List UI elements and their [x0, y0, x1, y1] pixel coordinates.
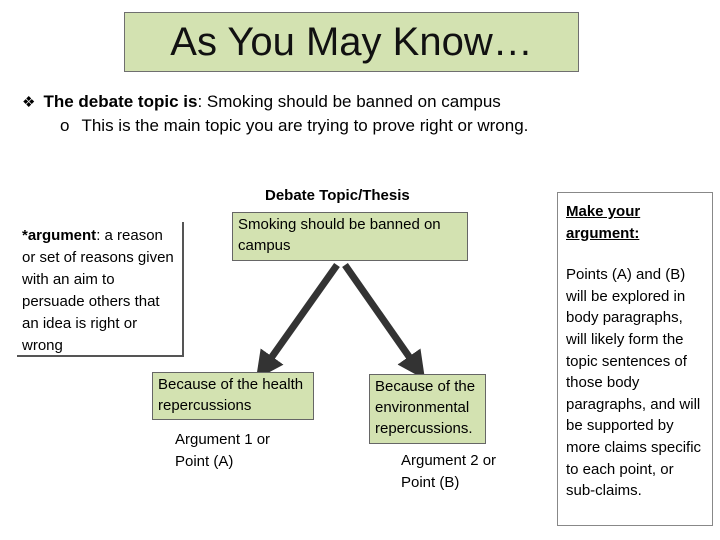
- definition-box: [17, 222, 184, 357]
- diamond-bullet-icon: ❖: [22, 94, 36, 111]
- left-arrow: [264, 265, 337, 368]
- right-arrow: [345, 265, 417, 368]
- right-reason-text: Because of the environmental repercussions.: [375, 378, 476, 437]
- sub-bullet: [60, 116, 528, 136]
- circle-bullet-icon: o: [60, 116, 70, 135]
- main-bullet-text: : Smoking should be banned on campus: [197, 92, 501, 111]
- sidebar-body: Points (A) and (B) will be explored in body paragraphs, will likely form the topic sentences of those body paragraphs, and will be supported by more claims specific to each point, or sub-claims.: [566, 266, 702, 500]
- thesis-text: Smoking should be banned on campus: [238, 216, 441, 254]
- definition-term: *argument: [22, 227, 97, 244]
- sidebar-box: [557, 192, 713, 526]
- main-bullet-bold: The debate topic is: [43, 92, 198, 111]
- definition-text: : a reason or set of reasons given with an aim to persuade others that an idea is right or wrong: [22, 227, 174, 354]
- main-bullet: [22, 92, 501, 112]
- slide-title: [124, 12, 579, 72]
- left-reason-box: [152, 372, 314, 420]
- argument-1: Argument 1 or Point (A): [175, 431, 271, 470]
- right-reason-box: [369, 374, 486, 444]
- thesis-box: [232, 212, 468, 261]
- sub-bullet-text: This is the main topic you are trying to prove right or wrong.: [81, 116, 529, 135]
- thesis-label: Debate Topic/Thesis: [265, 187, 410, 204]
- sidebar-heading: Make your argument:: [566, 203, 641, 242]
- title-text: As You May Know…: [170, 19, 533, 64]
- left-reason-text: Because of the health repercussions: [158, 376, 304, 414]
- argument-2: Argument 2 or Point (B): [401, 452, 497, 491]
